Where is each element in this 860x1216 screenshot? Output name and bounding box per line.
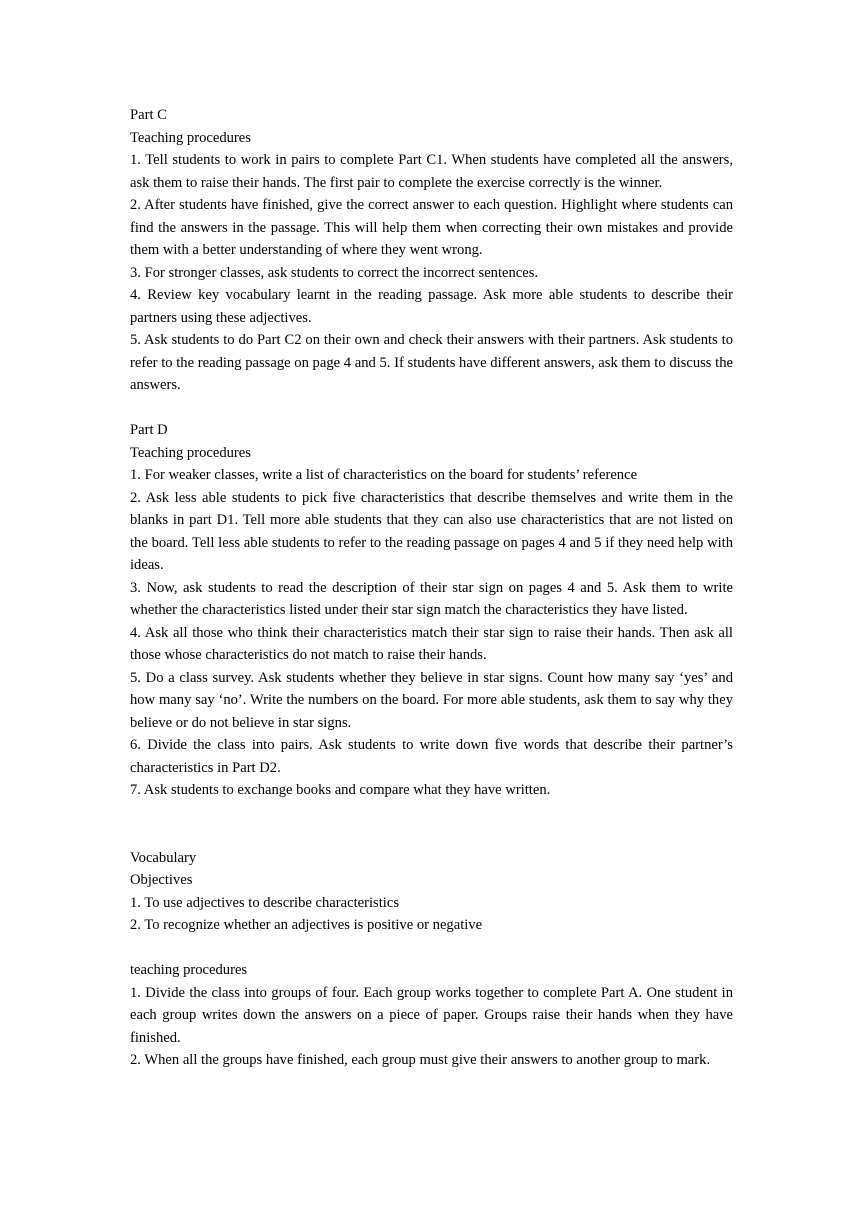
vocabulary-procedures-heading: teaching procedures (130, 962, 248, 978)
part-c-item-5: 5. Ask students to do Part C2 on their own and check their answers with their partners. Ask students to refer to the reading passage on page 4 and 5. If students have different answers, ask them to discuss the answers. (130, 332, 733, 393)
part-c-item-3: 3. For stronger classes, ask students to correct the incorrect sentences. (130, 264, 539, 281)
part-d-item-7: 7. Ask students to exchange books and compare what they have written. (130, 782, 551, 798)
objective-item-2: 2. To recognize whether an adjectives is positive or negative (130, 917, 483, 933)
section-spacer (130, 937, 733, 960)
vocabulary-procedure-item-1: 1. Divide the class into groups of four. Each group works together to complete Part A. One student in each group writes down the answers on a piece of paper. Groups raise their hands when they have finished. (130, 984, 733, 1046)
part-d-heading: Part D (130, 422, 168, 438)
objectives-heading: Objectives (130, 872, 193, 888)
part-d-item-1: 1. For weaker classes, write a list of characteristics on the board for students’ reference (130, 467, 638, 483)
section-spacer (130, 397, 733, 420)
part-c-item-2: 2. After students have finished, give the correct answer to each question. Highlight where students can find the answers in the passage. This will help them when correcting their own mistakes and provide them with a better understanding of where they went wrong. (130, 197, 733, 258)
part-c-subheading: Teaching procedures (130, 129, 251, 146)
part-d-item-6: 6. Divide the class into pairs. Ask students to write down five words that describe their partner’s characteristics in Part D2. (130, 737, 733, 776)
part-d-item-2: 2. Ask less able students to pick five characteristics that describe themselves and write them in the blanks in part D1. Tell more able students that they can also use characteristics that are not listed on the board. Tell less able students to refer to the reading passage on pages 4 and 5 if they need help with ideas. (130, 489, 733, 573)
part-d-item-4: 4. Ask all those who think their characteristics match their star sign to raise their hands. Then ask all those whose characteristics do not match to raise their hands. (130, 624, 733, 663)
vocabulary-procedure-item-2: 2. When all the groups have finished, each group must give their answers to another group to mark. (130, 1052, 711, 1068)
vocabulary-heading: Vocabulary (130, 849, 197, 866)
part-c-heading: Part C (130, 107, 167, 123)
part-d-item-5: 5. Do a class survey. Ask students whether they believe in star signs. Count how many say ‘yes’ and how many say ‘no’. Write the numbers on the board. For more able students, ask them to say why they believe or do not believe in star signs. (130, 669, 733, 731)
part-c-item-4: 4. Review key vocabulary learnt in the reading passage. Ask more able students to describe their partners using these adjectives. (130, 287, 733, 326)
document-page (130, 104, 733, 1072)
part-d-subheading: Teaching procedures (130, 444, 251, 461)
part-d-item-3: 3. Now, ask students to read the description of their star sign on pages 4 and 5. Ask them to write whether the characteristics listed under their star sign match the characteristics they have listed. (130, 579, 733, 618)
objective-item-1: 1. To use adjectives to describe characteristics (130, 894, 399, 911)
section-spacer (130, 802, 733, 847)
part-c-item-1: 1. Tell students to work in pairs to complete Part C1. When students have completed all the answers, ask them to raise their hands. The first pair to complete the exercise correctly is the winner. (130, 152, 733, 191)
